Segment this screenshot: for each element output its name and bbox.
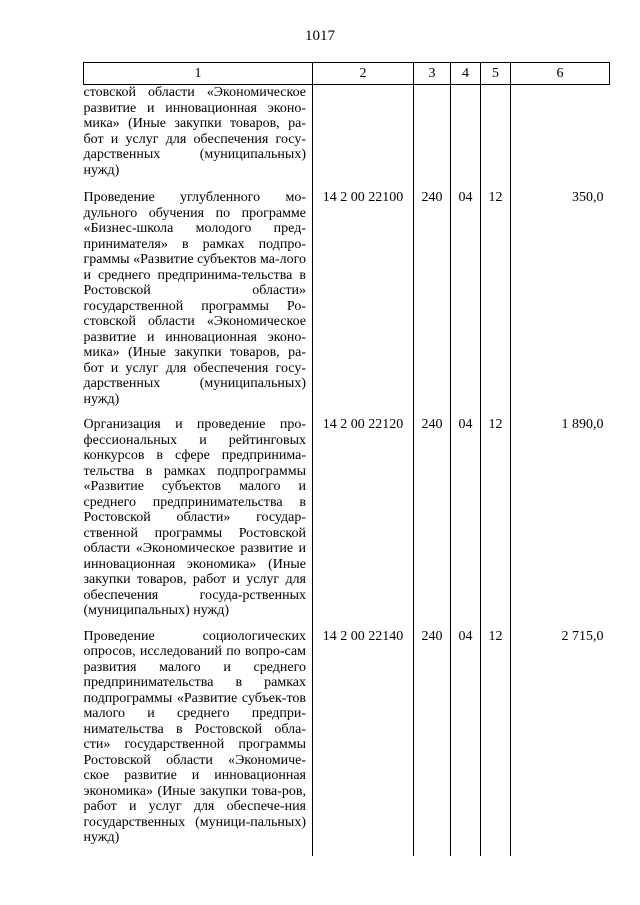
row-section: 04 [451,190,481,417]
row-target-code: 14 2 00 22140 [313,629,414,856]
row-amount: 350,0 [511,190,610,417]
table-row [84,85,610,191]
table-row [84,190,610,417]
row-target-code: 14 2 00 22120 [313,417,414,629]
row-subsection: 12 [481,629,511,856]
table-row [84,629,610,856]
row-name: Организация и проведение про-фессиональных и рейтинговых конкурсов в сфере предпринима-тельства в рамках подпрограммы «Развитие субъектов малого и среднего предпринимательства в Ростовской области» государ-ственной программы Ростовской области «Экономическое развитие и инновационная экономика» (Иные закупки товаров, работ и услуг для обеспечения госуда-рственных (муниципальных) нужд) [83,417,306,618]
row-expense-type: 240 [414,629,451,856]
row-expense-type: 240 [414,417,451,629]
row-target-code [313,85,414,191]
row-subsection: 12 [481,417,511,629]
row-section: 04 [451,629,481,856]
row-name: стовской области «Экономическое развитие и инновационная эконо-мика» (Иные закупки товаров, ра-бот и услуг для обеспечения госу-дарственных (муниципальных) нужд) [83,85,306,178]
row-expense-type [414,85,451,191]
table-header-row [84,63,610,85]
row-name: Проведение социологических опросов, исследований по вопро-сам развития малого и среднего предпринимательства в рамках подпрограммы «Развитие субъек-тов малого и среднего предпри-нимательства в Ростовской обла-сти» государственной программы Ростовской области «Экономиче-ское развитие и инновационная экономика» (Иные закупки това-ров, работ и услуг для обеспече-ния государственных (муници-пальных) нужд) [83,628,306,845]
row-subsection [481,85,511,191]
row-section: 04 [451,417,481,629]
row-expense-type: 240 [414,190,451,417]
row-amount [511,85,610,191]
row-amount: 1 890,0 [511,417,610,629]
column-header-3: 3 [414,63,451,85]
column-header-5: 5 [481,63,511,85]
column-header-4: 4 [451,63,481,85]
row-name: Проведение углубленного мо-дульного обучения по программе «Бизнес-школа молодого пред-принимателя» в рамках подпро-граммы «Развитие субъектов ма-лого и среднего предпринима-тельства в Ростовской области» государственной программы Ро-стовской области «Экономическое развитие и инновационная эконо-мика» (Иные закупки товаров, ра-бот и услуг для обеспечения госу-дарственных (муниципальных) нужд) [83,190,306,407]
column-header-1: 1 [84,63,313,85]
row-target-code: 14 2 00 22100 [313,190,414,417]
column-header-6: 6 [511,63,610,85]
row-amount: 2 715,0 [511,629,610,856]
row-subsection: 12 [481,190,511,417]
column-header-2: 2 [313,63,414,85]
row-section [451,85,481,191]
budget-table [83,62,610,856]
page-number: 1017 [305,28,335,44]
table-row [84,417,610,629]
